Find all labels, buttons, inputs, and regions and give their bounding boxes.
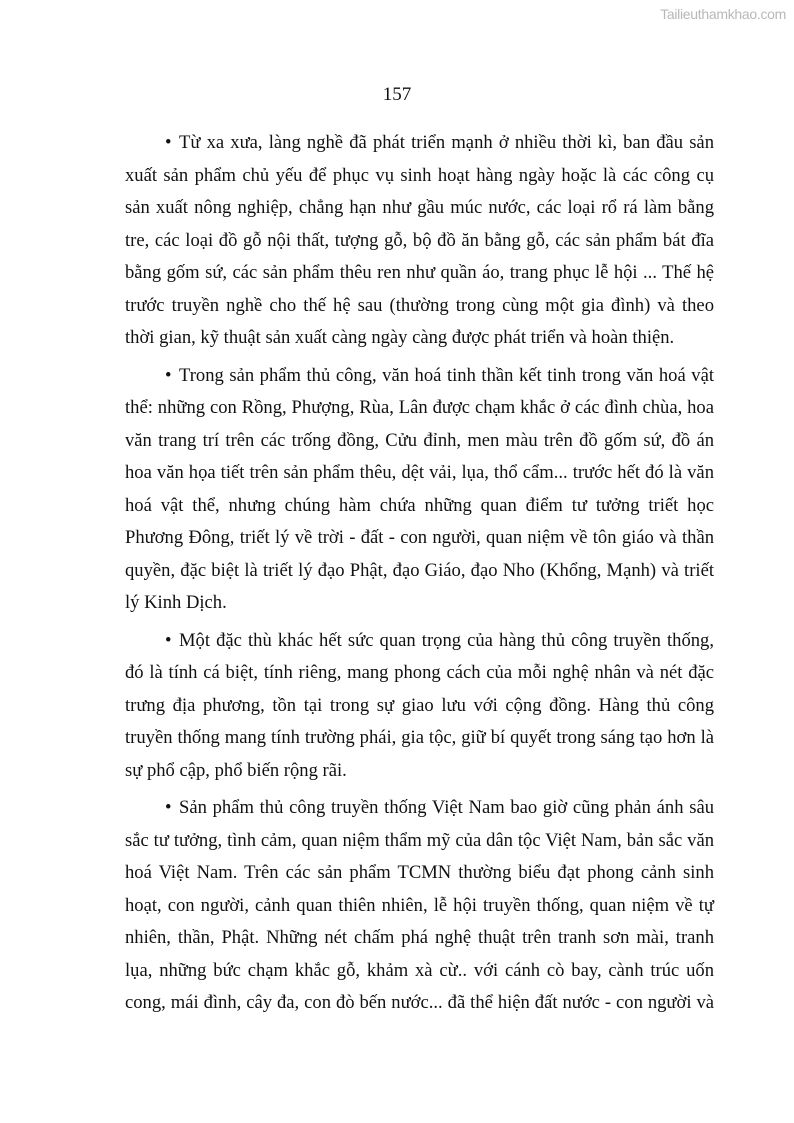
- bullet-icon: •: [165, 797, 172, 818]
- text-line: • Trong sản phẩm thủ công, văn hoá tinh thần kết tinh trong văn hoá vật: [125, 360, 714, 393]
- text-line: hoạt, con người, cảnh quan thiên nhiên, lễ hội truyền thống, quan niệm về tự: [125, 894, 714, 916]
- text-line: tre, các loại đồ gỗ nội thất, tượng gỗ, bộ đồ ăn bằng gỗ, các sản phẩm bát đĩa: [125, 229, 714, 251]
- text-line: xuất sản phẩm chủ yếu để phục vụ sinh hoạt hàng ngày hoặc là các công cụ: [125, 164, 714, 186]
- page-number: 157: [382, 84, 412, 105]
- text-line: truyền thống mang tính trường phái, gia tộc, giữ bí quyết trong sáng tạo hơn là: [125, 727, 714, 748]
- paragraph-2: [125, 360, 714, 620]
- text-line: cong, mái đình, cây đa, con đò bến nước... đã thể hiện đất nước - con người và: [125, 992, 714, 1013]
- text-line: trưng địa phương, tồn tại trong sự giao lưu với cộng đồng. Hàng thủ công: [125, 694, 714, 716]
- text-line: Phương Đông, triết lý về trời - đất - con người, quan niệm về tôn giáo và thần: [125, 527, 714, 548]
- text-line: • Từ xa xưa, làng nghề đã phát triển mạnh ở nhiều thời kì, ban đầu sản: [125, 127, 714, 160]
- paragraph-3: [125, 625, 714, 788]
- text-line: đó là tính cá biệt, tính riêng, mang phong cách của mỗi nghệ nhân và nét đặc: [125, 662, 714, 683]
- paragraph-4: [125, 792, 714, 1020]
- text-line: hoá Việt Nam. Trên các sản phẩm TCMN thường biểu đạt phong cảnh sinh: [125, 862, 714, 883]
- text-line: quyền, đặc biệt là triết lý đạo Phật, đạo Giáo, đạo Nho (Khổng, Mạnh) và triết: [125, 559, 714, 581]
- text-line: thể: những con Rồng, Phượng, Rùa, Lân được chạm khắc ở các đình chùa, hoa: [125, 397, 714, 418]
- text-line: trước truyền nghề cho thế hệ sau (thường trong cùng một gia đình) và theo: [125, 294, 714, 316]
- text-line: hoá vật thể, nhưng chúng hàm chứa những quan điểm tư tưởng triết học: [125, 494, 714, 516]
- bullet-icon: •: [165, 629, 172, 651]
- text-line: sắc tư tưởng, tình cảm, quan niệm thẩm mỹ của dân tộc Việt Nam, bản sắc văn: [125, 829, 714, 851]
- text-line: lý Kinh Dịch.: [125, 592, 227, 613]
- text-line: thời gian, kỹ thuật sản xuất càng ngày càng được phát triển và hoàn thiện.: [125, 327, 675, 348]
- text-line: sự phổ cập, phổ biến rộng rãi.: [125, 759, 347, 781]
- text-line: sản xuất nông nghiệp, chẳng hạn như gầu múc nước, các loại rổ rá làm bằng: [125, 197, 714, 218]
- text-line: hoa văn họa tiết trên sản phẩm thêu, dệt vải, lụa, thổ cẩm... trước hết đó là văn: [125, 462, 714, 483]
- text-line: bằng gốm sứ, các sản phẩm thêu ren như quần áo, trang phục lễ hội ... Thế hệ: [125, 262, 714, 283]
- text-line: nhiên, thần, Phật. Những nét chấm phá nghệ thuật trên tranh sơn mài, tranh: [125, 927, 714, 948]
- text-line: • Sản phẩm thủ công truyền thống Việt Nam bao giờ cũng phản ánh sâu: [125, 792, 714, 825]
- bullet-icon: •: [165, 364, 172, 386]
- text-line: • Một đặc thù khác hết sức quan trọng của hàng thủ công truyền thống,: [125, 625, 714, 658]
- bullet-icon: •: [165, 132, 172, 153]
- text-line: lụa, những bức chạm khắc gỗ, khảm xà cừ.. với cánh cò bay, cành trúc uốn: [125, 959, 714, 981]
- paragraph-1: [125, 127, 714, 355]
- document-body: [125, 127, 714, 1025]
- watermark: Tailieuthamkhao.com: [660, 6, 786, 22]
- text-line: văn trang trí trên các trống đồng, Cửu đỉnh, men màu trên đồ gốm sứ, đồ án: [125, 429, 714, 451]
